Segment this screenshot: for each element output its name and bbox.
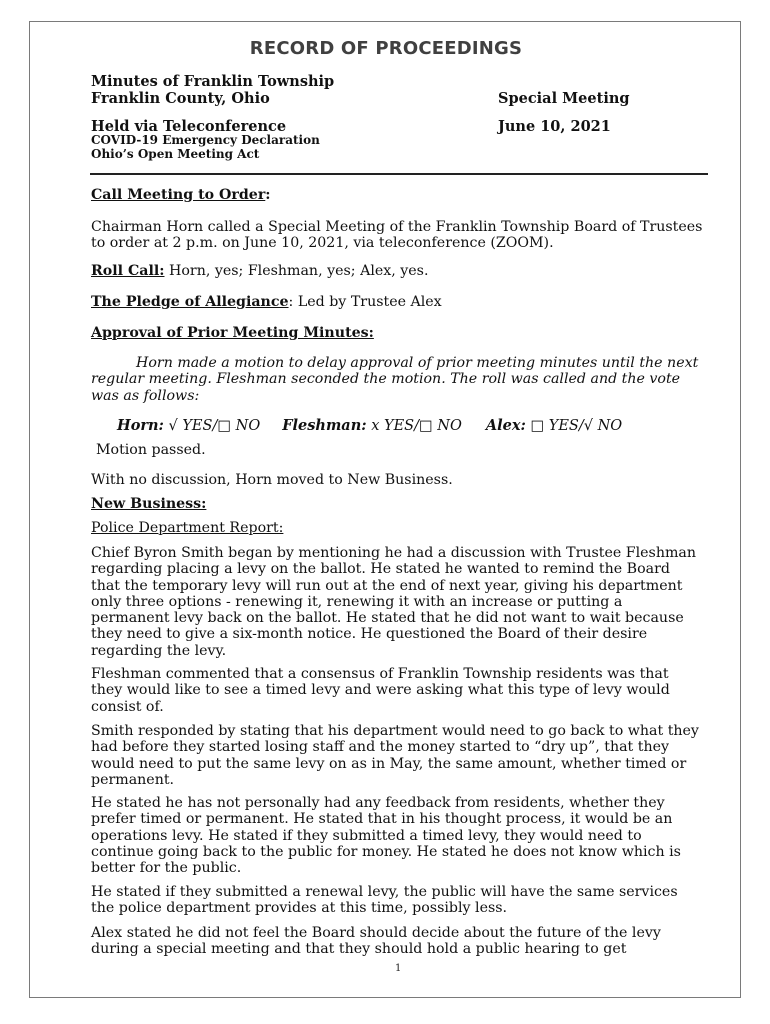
covid-note: COVID-19 Emergency Declaration <box>91 133 320 147</box>
vote-line <box>117 417 622 434</box>
approval-heading <box>91 325 703 341</box>
paragraph-2: Fleshman commented that a consensus of Franklin Township residents was that they would like to see a timed levy and were asking what this type of levy would consist of. <box>91 666 670 715</box>
vote-alex-label: Alex: <box>485 417 526 434</box>
no-discussion-text: With no discussion, Horn moved to New Business. <box>91 472 453 488</box>
call-to-order-text: Chairman Horn called a Special Meeting of the Franklin Township Board of Trustees to order at 2 p.m. on June 10, 2021, via teleconference (ZOOM). <box>91 219 703 252</box>
header-divider <box>90 173 708 175</box>
open-meeting-note: Ohio’s Open Meeting Act <box>91 147 260 161</box>
paragraph-1: Chief Byron Smith began by mentioning he had a discussion with Trustee Fleshman regarding placing a levy on the ballot. He stated he wanted to remind the Board that the temporary levy will run out at the end of next year, giving his department only three options - renewing it, renewing it with an increase or putting a permanent levy back on the ballot. He stated that he did not want to wait because they need to give a six-month notice. He questioned the Board of their desire regarding the levy. <box>91 545 697 659</box>
meeting-type: Special Meeting <box>498 90 630 107</box>
motion-passed: Motion passed. <box>96 442 206 458</box>
roll-call-heading: Roll Call: <box>91 263 165 279</box>
approval-heading-text: Approval of Prior Meeting Minutes: <box>91 325 374 341</box>
call-heading-colon: : <box>265 187 271 203</box>
new-business-heading <box>91 496 703 512</box>
pledge-heading: The Pledge of Allegiance <box>91 294 289 310</box>
vote-fleshman-value: x YES/□ NO <box>366 418 462 434</box>
roll-call <box>91 263 703 279</box>
approval-motion-text: Horn made a motion to delay approval of prior meeting minutes until the next regular meeting. Fleshman seconded the motion. The roll was called and the vote was as follows: <box>91 355 699 404</box>
header-township: Minutes of Franklin Township <box>91 73 335 90</box>
vote-fleshman-label: Fleshman: <box>282 417 367 434</box>
held-via: Held via Teleconference <box>91 118 287 135</box>
meeting-date: June 10, 2021 <box>498 118 611 135</box>
vote-alex-value: □ YES/√ NO <box>525 418 623 434</box>
pledge <box>91 294 703 310</box>
paragraph-4: He stated he has not personally had any feedback from residents, whether they prefer timed or permanent. He stated that in his thought process, it would be an operations levy. He stated if they submitted a timed levy, they would need to continue going back to the public for money. He stated he does not know which is better for the public. <box>91 795 681 877</box>
new-business-heading-text: New Business: <box>91 496 207 512</box>
paragraph-6: Alex stated he did not feel the Board should decide about the future of the levy during a special meeting and that they should hold a public hearing to get <box>91 925 661 958</box>
page-number: 1 <box>395 963 402 974</box>
call-to-order-heading <box>91 187 703 203</box>
vote-horn-label: Horn: <box>117 417 164 434</box>
pledge-text: : Led by Trustee Alex <box>288 294 442 310</box>
page-title: RECORD OF PROCEEDINGS <box>249 38 523 59</box>
paragraph-5: He stated if they submitted a renewal levy, the public will have the same services the police department provides at this time, possibly less. <box>91 884 678 917</box>
police-report-heading: Police Department Report: <box>91 520 284 536</box>
header-county: Franklin County, Ohio <box>91 90 270 107</box>
call-heading-text: Call Meeting to Order <box>91 187 266 203</box>
vote-horn-value: √ YES/□ NO <box>163 418 261 434</box>
paragraph-3: Smith responded by stating that his department would need to go back to what they had before they started losing staff and the money started to “dry up”, that they would need to put the same levy on as in May, the same amount, whether timed or permanent. <box>91 723 699 788</box>
roll-call-text: Horn, yes; Fleshman, yes; Alex, yes. <box>164 263 429 279</box>
